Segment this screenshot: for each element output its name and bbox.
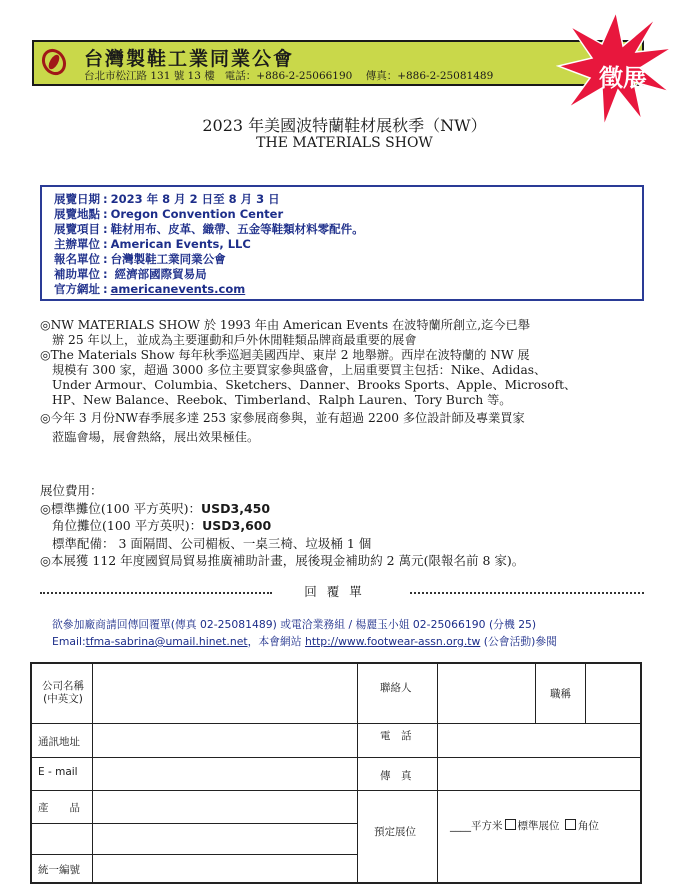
booth-label: 預定展位	[374, 826, 416, 838]
info-value: 鞋材用布、皮革、織帶、五金等鞋類材料零配件。	[110, 222, 364, 236]
row-divider	[32, 823, 357, 824]
address-label: 通訊地址	[38, 736, 80, 748]
col-divider	[357, 664, 358, 882]
product-input[interactable]	[93, 791, 357, 823]
product-label: 產 品	[38, 802, 80, 814]
email-label: Email:	[52, 635, 86, 648]
reply-email-line	[52, 635, 557, 649]
info-label: 補助單位	[54, 267, 100, 281]
info-value: American Events, LLC	[110, 237, 251, 251]
fax-input[interactable]	[438, 758, 640, 790]
company-label-sub: (中英文)	[43, 693, 83, 705]
org-phone: +886-2-25066190	[256, 70, 353, 82]
email-field-label: E - mail	[38, 766, 78, 778]
corner-booth-checkbox[interactable]	[565, 819, 576, 830]
site-suffix: (公會活動)參閱	[480, 635, 557, 648]
official-website-link[interactable]: americanevents.com	[110, 282, 246, 296]
job-title-input[interactable]	[586, 665, 640, 723]
para-history-line2: 辦 25 年以上，並成為主要運動和戶外休閒鞋類品牌商最重要的展會	[52, 333, 417, 347]
para-buyers-line4: HP、New Balance、Reebok、Timberland、Ralph Lauren、Tory Burch 等。	[52, 393, 512, 407]
divider-dots-left	[40, 592, 272, 594]
info-label: 展覽日期	[54, 192, 100, 206]
para-buyers-line3: Under Armour、Columbia、Sketchers、Danner、Brooks Sports、Apple、Microsoft、	[52, 378, 577, 392]
fee-corner-price: USD3,600	[202, 518, 272, 533]
info-row: 報名單位 : 台灣製鞋工業同業公會	[54, 252, 226, 266]
reply-form-title: 回覆單	[304, 584, 372, 599]
info-row: 展覽地點 : Oregon Convention Center	[54, 207, 284, 221]
job-title-label: 職稱	[550, 688, 571, 700]
phone-label: 電話：	[224, 70, 257, 82]
fee-standard-row	[40, 501, 270, 517]
fee-corner-row	[52, 518, 271, 534]
para-buyers-line2: 規模有 300 家，超過 3000 多位主要買家參與盛會，上屆重要買主包括：Nike、Adidas、	[52, 363, 547, 377]
page-title: 2023 年美國波特蘭鞋材展秋季（NW）	[202, 116, 487, 135]
booth-sqm-field[interactable]: ____平方米	[450, 820, 503, 832]
info-value: 2023 年 8 月 2 日至 8 月 3 日	[110, 192, 280, 206]
contact-person-input[interactable]	[438, 665, 535, 723]
info-row: 補助單位 : 經濟部國際貿易局	[54, 267, 207, 281]
info-value: Oregon Convention Center	[110, 207, 284, 221]
fee-corner-label: 角位攤位(100 平方英呎)：	[52, 518, 203, 533]
info-row: 展覽日期 : 2023 年 8 月 2 日至 8 月 3 日	[54, 192, 280, 206]
para-history-line1: ◎NW MATERIALS SHOW 於 1993 年由 American Events 在波特蘭所創立,迄今已舉	[40, 318, 530, 332]
exhibition-info-box	[40, 185, 644, 301]
info-label: 展覽地點	[54, 207, 100, 221]
tax-id-label: 統一編號	[38, 864, 80, 876]
info-label: 主辦單位	[54, 237, 100, 251]
phone-label: 電 話	[380, 730, 412, 742]
corner-booth-label: 角位	[577, 820, 599, 832]
org-fax: +886-2-25081489	[397, 70, 494, 82]
info-row: 展覽項目 : 鞋材用布、皮革、織帶、五金等鞋類材料零配件。	[54, 222, 364, 236]
association-logo-icon	[40, 47, 68, 77]
contact-person-label: 聯絡人	[380, 682, 412, 694]
info-label: 報名單位	[54, 252, 100, 266]
fee-standard-price: USD3,450	[201, 501, 271, 516]
info-row: 主辦單位 : American Events, LLC	[54, 237, 251, 251]
org-address: 台北市松江路 131 號 13 樓	[84, 70, 215, 82]
col-divider	[535, 664, 536, 723]
standard-booth-label: 標準展位	[517, 820, 560, 832]
reply-form-table	[30, 662, 642, 884]
email-input[interactable]	[93, 758, 357, 790]
site-label: ，本會網站	[247, 635, 305, 648]
tax-id-input[interactable]	[93, 855, 357, 882]
recruiting-badge: 徵展	[599, 64, 647, 92]
standard-booth-checkbox[interactable]	[505, 819, 516, 830]
fee-equipment: 標準配備： 3 面隔間、公司楣板、一桌三椅、垃圾桶 1 個	[52, 536, 372, 551]
org-name: 台灣製鞋工業同業公會	[84, 48, 295, 70]
fee-subsidy: ◎本展獲 112 年度國貿局貿易推廣補助計畫，展後現金補助約 2 萬元(限報名前 8 家)。	[40, 553, 525, 568]
header-banner	[32, 40, 644, 86]
phone-input[interactable]	[438, 724, 640, 757]
info-label: 展覽項目	[54, 222, 100, 236]
info-label: 官方網址	[54, 282, 100, 296]
association-website-link[interactable]: http://www.footwear-assn.org.tw	[305, 635, 481, 648]
fees-heading: 展位費用：	[40, 483, 103, 498]
fax-field-label: 傳 真	[380, 770, 412, 782]
divider-dots-right	[410, 592, 644, 594]
booth-options	[450, 818, 599, 833]
para-buyers-line1: ◎The Materials Show 每年秋季巡迴美國西岸、東岸 2 地舉辦。西岸在波特蘭的 NW 展	[40, 348, 530, 362]
company-input[interactable]	[93, 665, 357, 723]
address-input[interactable]	[93, 724, 357, 757]
reply-instructions: 欲參加廠商請回傳回覆單(傳真 02-25081489) 或電洽業務組 / 楊麗玉小姐 02-25066190 (分機 25)	[52, 618, 537, 631]
page-subtitle: THE MATERIALS SHOW	[256, 135, 433, 151]
company-label	[38, 680, 88, 706]
info-row: 官方網址 : americanevents.com	[54, 282, 246, 296]
para-spring-line1: ◎今年 3 月份NW春季展多達 253 家參展商參與，並有超過 2200 多位設計師及專業買家	[40, 411, 525, 425]
info-value: 台灣製鞋工業同業公會	[110, 252, 226, 266]
fee-standard-label: ◎標準攤位(100 平方英呎)：	[40, 501, 201, 516]
info-value: 經濟部國際貿易局	[110, 267, 207, 281]
company-label-main: 公司名稱	[42, 680, 84, 692]
fax-label: 傳真：	[365, 70, 398, 82]
para-spring-line2: 蒞臨會場，展會熱絡，展出效果極佳。	[52, 430, 260, 444]
org-contact-line	[84, 68, 493, 83]
email-link[interactable]: tfma-sabrina@umail.hinet.net	[85, 635, 248, 648]
